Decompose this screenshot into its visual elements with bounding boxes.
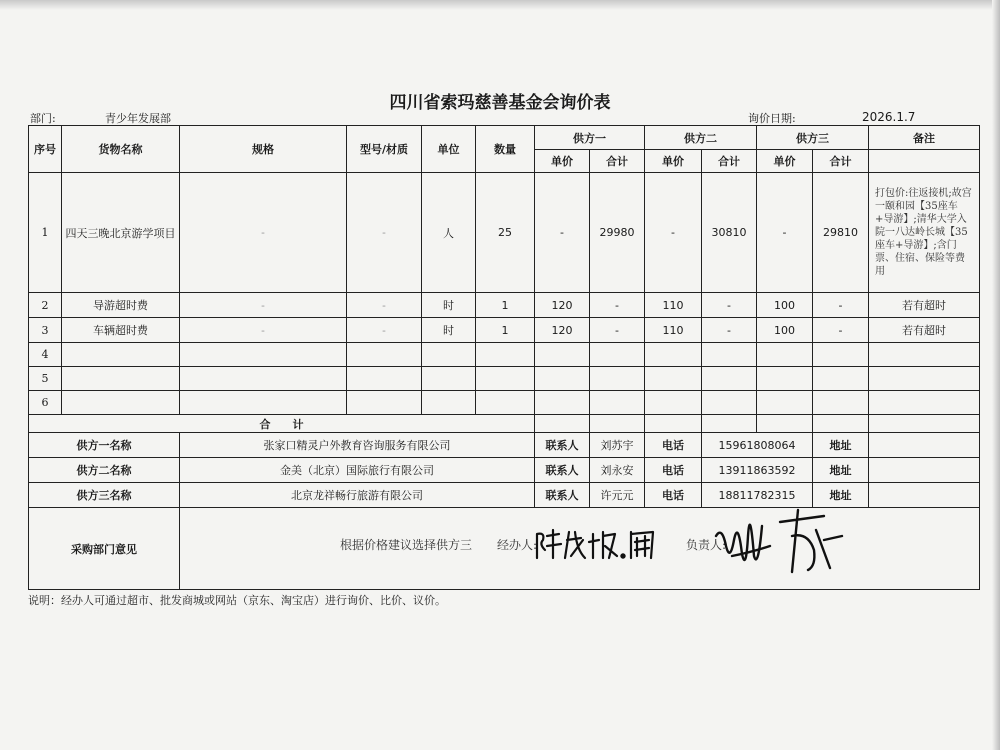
header-remark: 备注 bbox=[869, 126, 980, 150]
cell-spec: - bbox=[180, 293, 347, 318]
cell-s2-total: 30810 bbox=[702, 173, 757, 293]
header-s2-total: 合计 bbox=[702, 150, 757, 173]
handler-label: 经办人: bbox=[497, 538, 538, 552]
header-row-1 bbox=[29, 126, 980, 150]
contact-name: 刘永安 bbox=[590, 458, 645, 483]
cell-remark: 若有超时 bbox=[869, 318, 980, 343]
cell-model: - bbox=[347, 173, 422, 293]
cell-goods: 导游超时费 bbox=[62, 293, 180, 318]
cell-s1-total: - bbox=[590, 318, 645, 343]
header-s3-price: 单价 bbox=[757, 150, 813, 173]
cell-s2-price: - bbox=[645, 173, 702, 293]
supplier-row bbox=[29, 458, 980, 483]
phone-label: 电话 bbox=[645, 433, 702, 458]
table-row bbox=[29, 343, 980, 367]
phone-label: 电话 bbox=[645, 483, 702, 508]
cell-s2-price: 110 bbox=[645, 293, 702, 318]
phone-number: 18811782315 bbox=[702, 483, 813, 508]
contact-label: 联系人 bbox=[535, 458, 590, 483]
manager-label: 负责人: bbox=[686, 538, 727, 552]
header-s1-total: 合计 bbox=[590, 150, 645, 173]
cell-seq: 3 bbox=[29, 318, 62, 343]
cell-s2-price: 110 bbox=[645, 318, 702, 343]
header-model: 型号/材质 bbox=[347, 126, 422, 173]
header-remark-sub bbox=[869, 150, 980, 173]
address-value bbox=[869, 483, 980, 508]
cell-s1-price: - bbox=[535, 173, 590, 293]
cell-s1-price: 120 bbox=[535, 318, 590, 343]
total-row bbox=[29, 415, 980, 433]
contact-label: 联系人 bbox=[535, 433, 590, 458]
cell-seq: 5 bbox=[29, 367, 62, 391]
cell-s2-total: - bbox=[702, 318, 757, 343]
cell-unit: 时 bbox=[422, 293, 476, 318]
cell-s3-total: - bbox=[813, 293, 869, 318]
cell-qty: 25 bbox=[476, 173, 535, 293]
cell-unit: 人 bbox=[422, 173, 476, 293]
contact-name: 刘苏宇 bbox=[590, 433, 645, 458]
header-supplier2: 供方二 bbox=[645, 126, 757, 150]
table-row bbox=[29, 391, 980, 415]
handler-signature bbox=[533, 522, 663, 564]
scan-edge-top bbox=[0, 0, 1000, 10]
department-value: 青少年发展部 bbox=[105, 112, 171, 125]
table-row bbox=[29, 173, 980, 293]
header-s1-price: 单价 bbox=[535, 150, 590, 173]
header-spec: 规格 bbox=[180, 126, 347, 173]
cell-s2-total: - bbox=[702, 293, 757, 318]
cell-unit: 时 bbox=[422, 318, 476, 343]
inquiry-date-label: 询价日期: bbox=[748, 112, 796, 125]
cell-remark: 打包价:往返接机;故宫一颐和园【35座车+导游】;清华大学入院一八达岭长城【35 座车+导游】;含门票、住宿、保险等费用 bbox=[869, 173, 980, 293]
cell-s3-total: - bbox=[813, 318, 869, 343]
address-value bbox=[869, 433, 980, 458]
supplier-name: 张家口精灵户外教育咨询服务有限公司 bbox=[180, 433, 535, 458]
cell-s3-price: - bbox=[757, 173, 813, 293]
address-label: 地址 bbox=[813, 433, 869, 458]
cell-s3-price: 100 bbox=[757, 293, 813, 318]
cell-spec: - bbox=[180, 173, 347, 293]
table-row bbox=[29, 318, 980, 343]
approval-suggestion: 根据价格建议选择供方三 bbox=[340, 538, 473, 552]
cell-s1-price: 120 bbox=[535, 293, 590, 318]
supplier-label: 供方二名称 bbox=[29, 458, 180, 483]
header-s2-price: 单价 bbox=[645, 150, 702, 173]
supplier-name: 金美（北京）国际旅行有限公司 bbox=[180, 458, 535, 483]
supplier-name: 北京龙祥畅行旅游有限公司 bbox=[180, 483, 535, 508]
cell-model: - bbox=[347, 293, 422, 318]
supplier-label: 供方三名称 bbox=[29, 483, 180, 508]
header-s3-total: 合计 bbox=[813, 150, 869, 173]
cell-seq: 4 bbox=[29, 343, 62, 367]
phone-number: 15961808064 bbox=[702, 433, 813, 458]
footnote: 说明：经办人可通过超市、批发商城或网站（京东、淘宝店）进行询价、比价、议价。 bbox=[28, 594, 446, 607]
cell-goods: 四天三晚北京游学项目 bbox=[62, 173, 180, 293]
supplier-row bbox=[29, 433, 980, 458]
header-qty: 数量 bbox=[476, 126, 535, 173]
cell-seq: 6 bbox=[29, 391, 62, 415]
contact-name: 许元元 bbox=[590, 483, 645, 508]
cell-spec: - bbox=[180, 318, 347, 343]
cell-model: - bbox=[347, 318, 422, 343]
department-label: 部门: bbox=[30, 112, 56, 125]
cell-seq: 2 bbox=[29, 293, 62, 318]
address-value bbox=[869, 458, 980, 483]
header-seq: 序号 bbox=[29, 126, 62, 173]
table-row bbox=[29, 367, 980, 391]
cell-s3-price: 100 bbox=[757, 318, 813, 343]
header-supplier3: 供方三 bbox=[757, 126, 869, 150]
cell-s1-total: - bbox=[590, 293, 645, 318]
phone-label: 电话 bbox=[645, 458, 702, 483]
address-label: 地址 bbox=[813, 483, 869, 508]
table-row bbox=[29, 293, 980, 318]
header-unit: 单位 bbox=[422, 126, 476, 173]
manager-signature bbox=[712, 496, 852, 576]
supplier-label: 供方一名称 bbox=[29, 433, 180, 458]
approval-label: 采购部门意见 bbox=[29, 508, 180, 590]
cell-s1-total: 29980 bbox=[590, 173, 645, 293]
header-goods: 货物名称 bbox=[62, 126, 180, 173]
inquiry-date-value: 2026.1.7 bbox=[862, 110, 916, 124]
cell-qty: 1 bbox=[476, 293, 535, 318]
header-supplier1: 供方一 bbox=[535, 126, 645, 150]
cell-goods: 车辆超时费 bbox=[62, 318, 180, 343]
address-label: 地址 bbox=[813, 458, 869, 483]
cell-seq: 1 bbox=[29, 173, 62, 293]
contact-label: 联系人 bbox=[535, 483, 590, 508]
cell-s3-total: 29810 bbox=[813, 173, 869, 293]
page-title: 四川省索玛慈善基金会询价表 bbox=[389, 93, 611, 113]
cell-remark: 若有超时 bbox=[869, 293, 980, 318]
cell-qty: 1 bbox=[476, 318, 535, 343]
total-label: 合 计 bbox=[29, 415, 535, 433]
phone-number: 13911863592 bbox=[702, 458, 813, 483]
